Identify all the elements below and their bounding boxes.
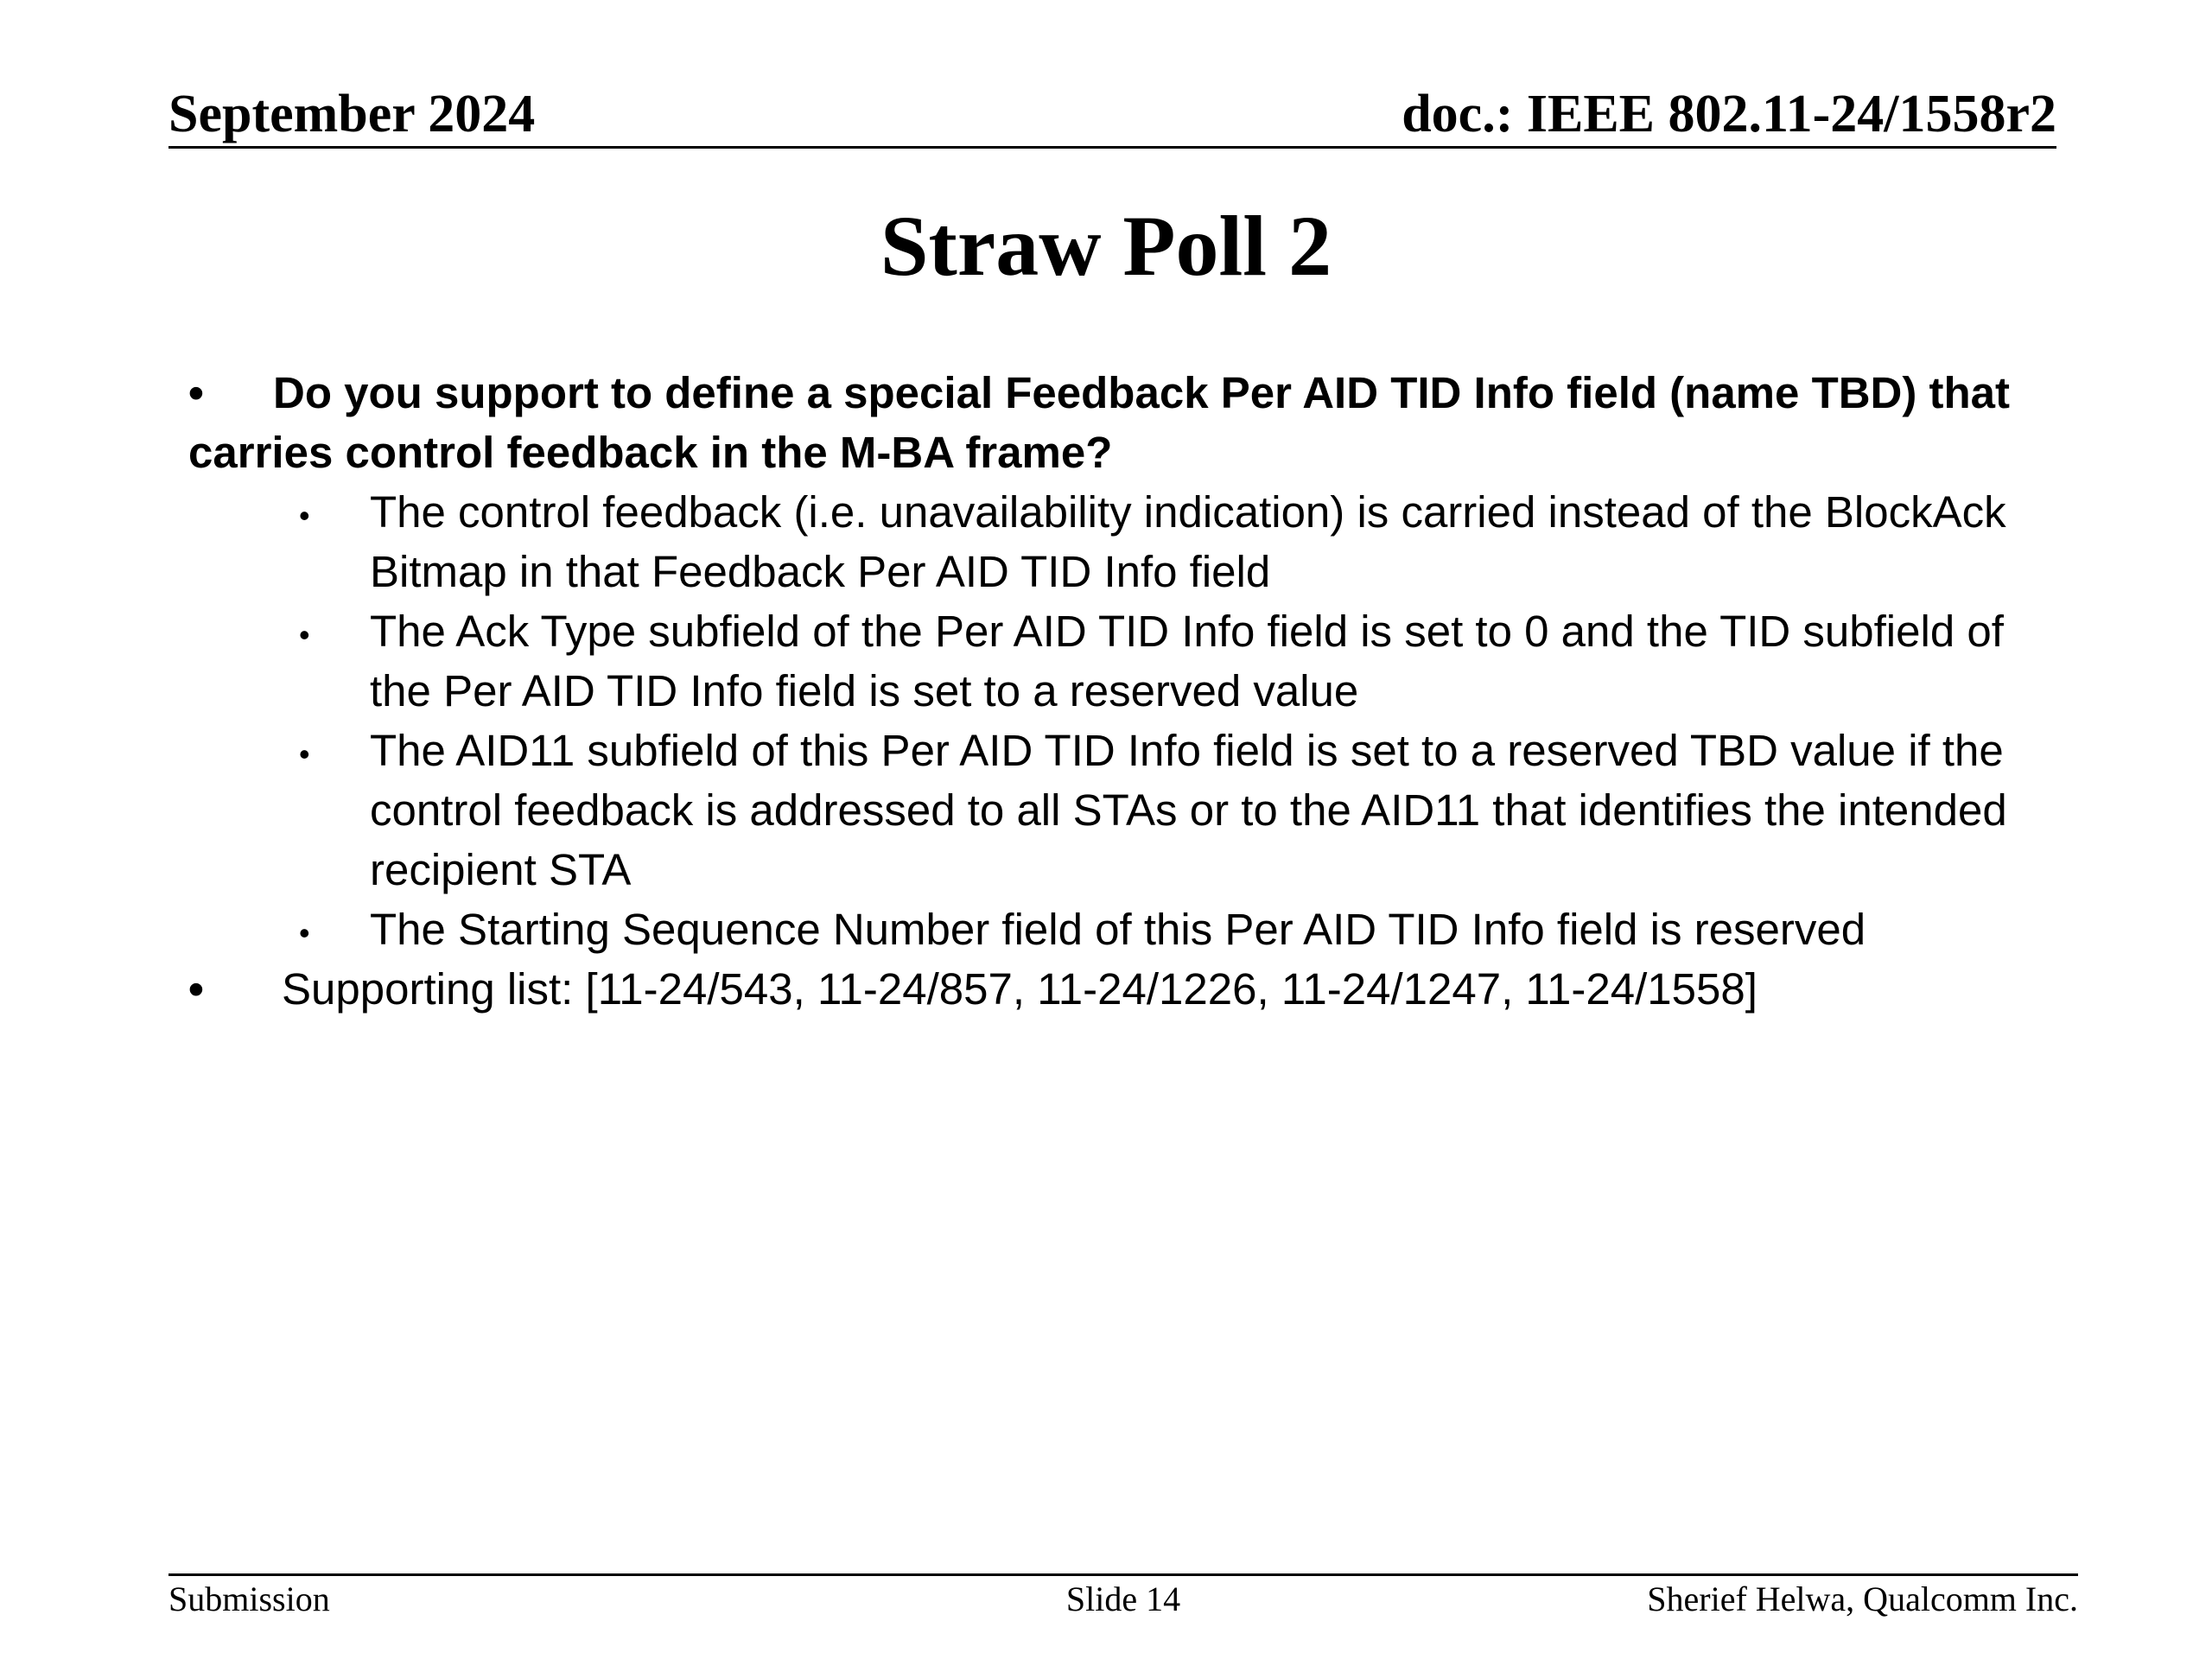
sub-item-text: The Starting Sequence Number field of this Per AID TID Info field is reserved [370, 905, 1866, 954]
slide-title: Straw Poll 2 [880, 198, 1332, 294]
poll-question-text: Do you support to define a special Feedback Per AID TID Info field (name TBD) that carries control feedback in the M-BA frame? [188, 368, 2011, 477]
supporting-list-text: Supporting list: [11-24/543, 11-24/857, 11-24/1226, 11-24/1247, 11-24/1558] [282, 964, 1758, 1014]
bullet-icon: • [299, 736, 310, 772]
bullet-icon: • [299, 617, 310, 652]
header-divider [168, 146, 2056, 149]
bullet-icon: • [188, 964, 204, 1014]
bullet-icon: • [299, 498, 310, 533]
sub-item [188, 482, 2072, 601]
sub-item-text: The AID11 subfield of this Per AID TID Info field is set to a reserved TBD value if the control feedback is addressed to all STAs or to the AID11 that identifies the intended recipient STA [370, 726, 2007, 894]
sub-item [188, 899, 2072, 959]
footer-slide-number: Slide 14 [1065, 1580, 1181, 1618]
footer-divider [168, 1573, 2078, 1576]
header-date: September 2024 [168, 85, 536, 143]
bullet-icon: • [188, 368, 204, 417]
footer-submission: Submission [168, 1580, 330, 1618]
slide-header [168, 82, 2056, 147]
supporting-list [188, 959, 2072, 1019]
footer-author: Sherief Helwa, Qualcomm Inc. [1647, 1580, 2078, 1618]
bullet-icon: • [299, 915, 310, 950]
sub-item-text: The control feedback (i.e. unavailability indication) is carried instead of the BlockAck Bitmap in that Feedback Per AID TID Info field [370, 487, 2006, 596]
header-doc-number: doc.: IEEE 802.11-24/1558r2 [1402, 85, 2056, 143]
sub-item-text: The Ack Type subfield of the Per AID TID Info field is set to 0 and the TID subfield of the Per AID TID Info field is set to a reserved value [370, 607, 2004, 715]
poll-question [188, 363, 2072, 482]
sub-item [188, 721, 2072, 899]
slide-body [188, 363, 2072, 1019]
sub-item [188, 601, 2072, 721]
